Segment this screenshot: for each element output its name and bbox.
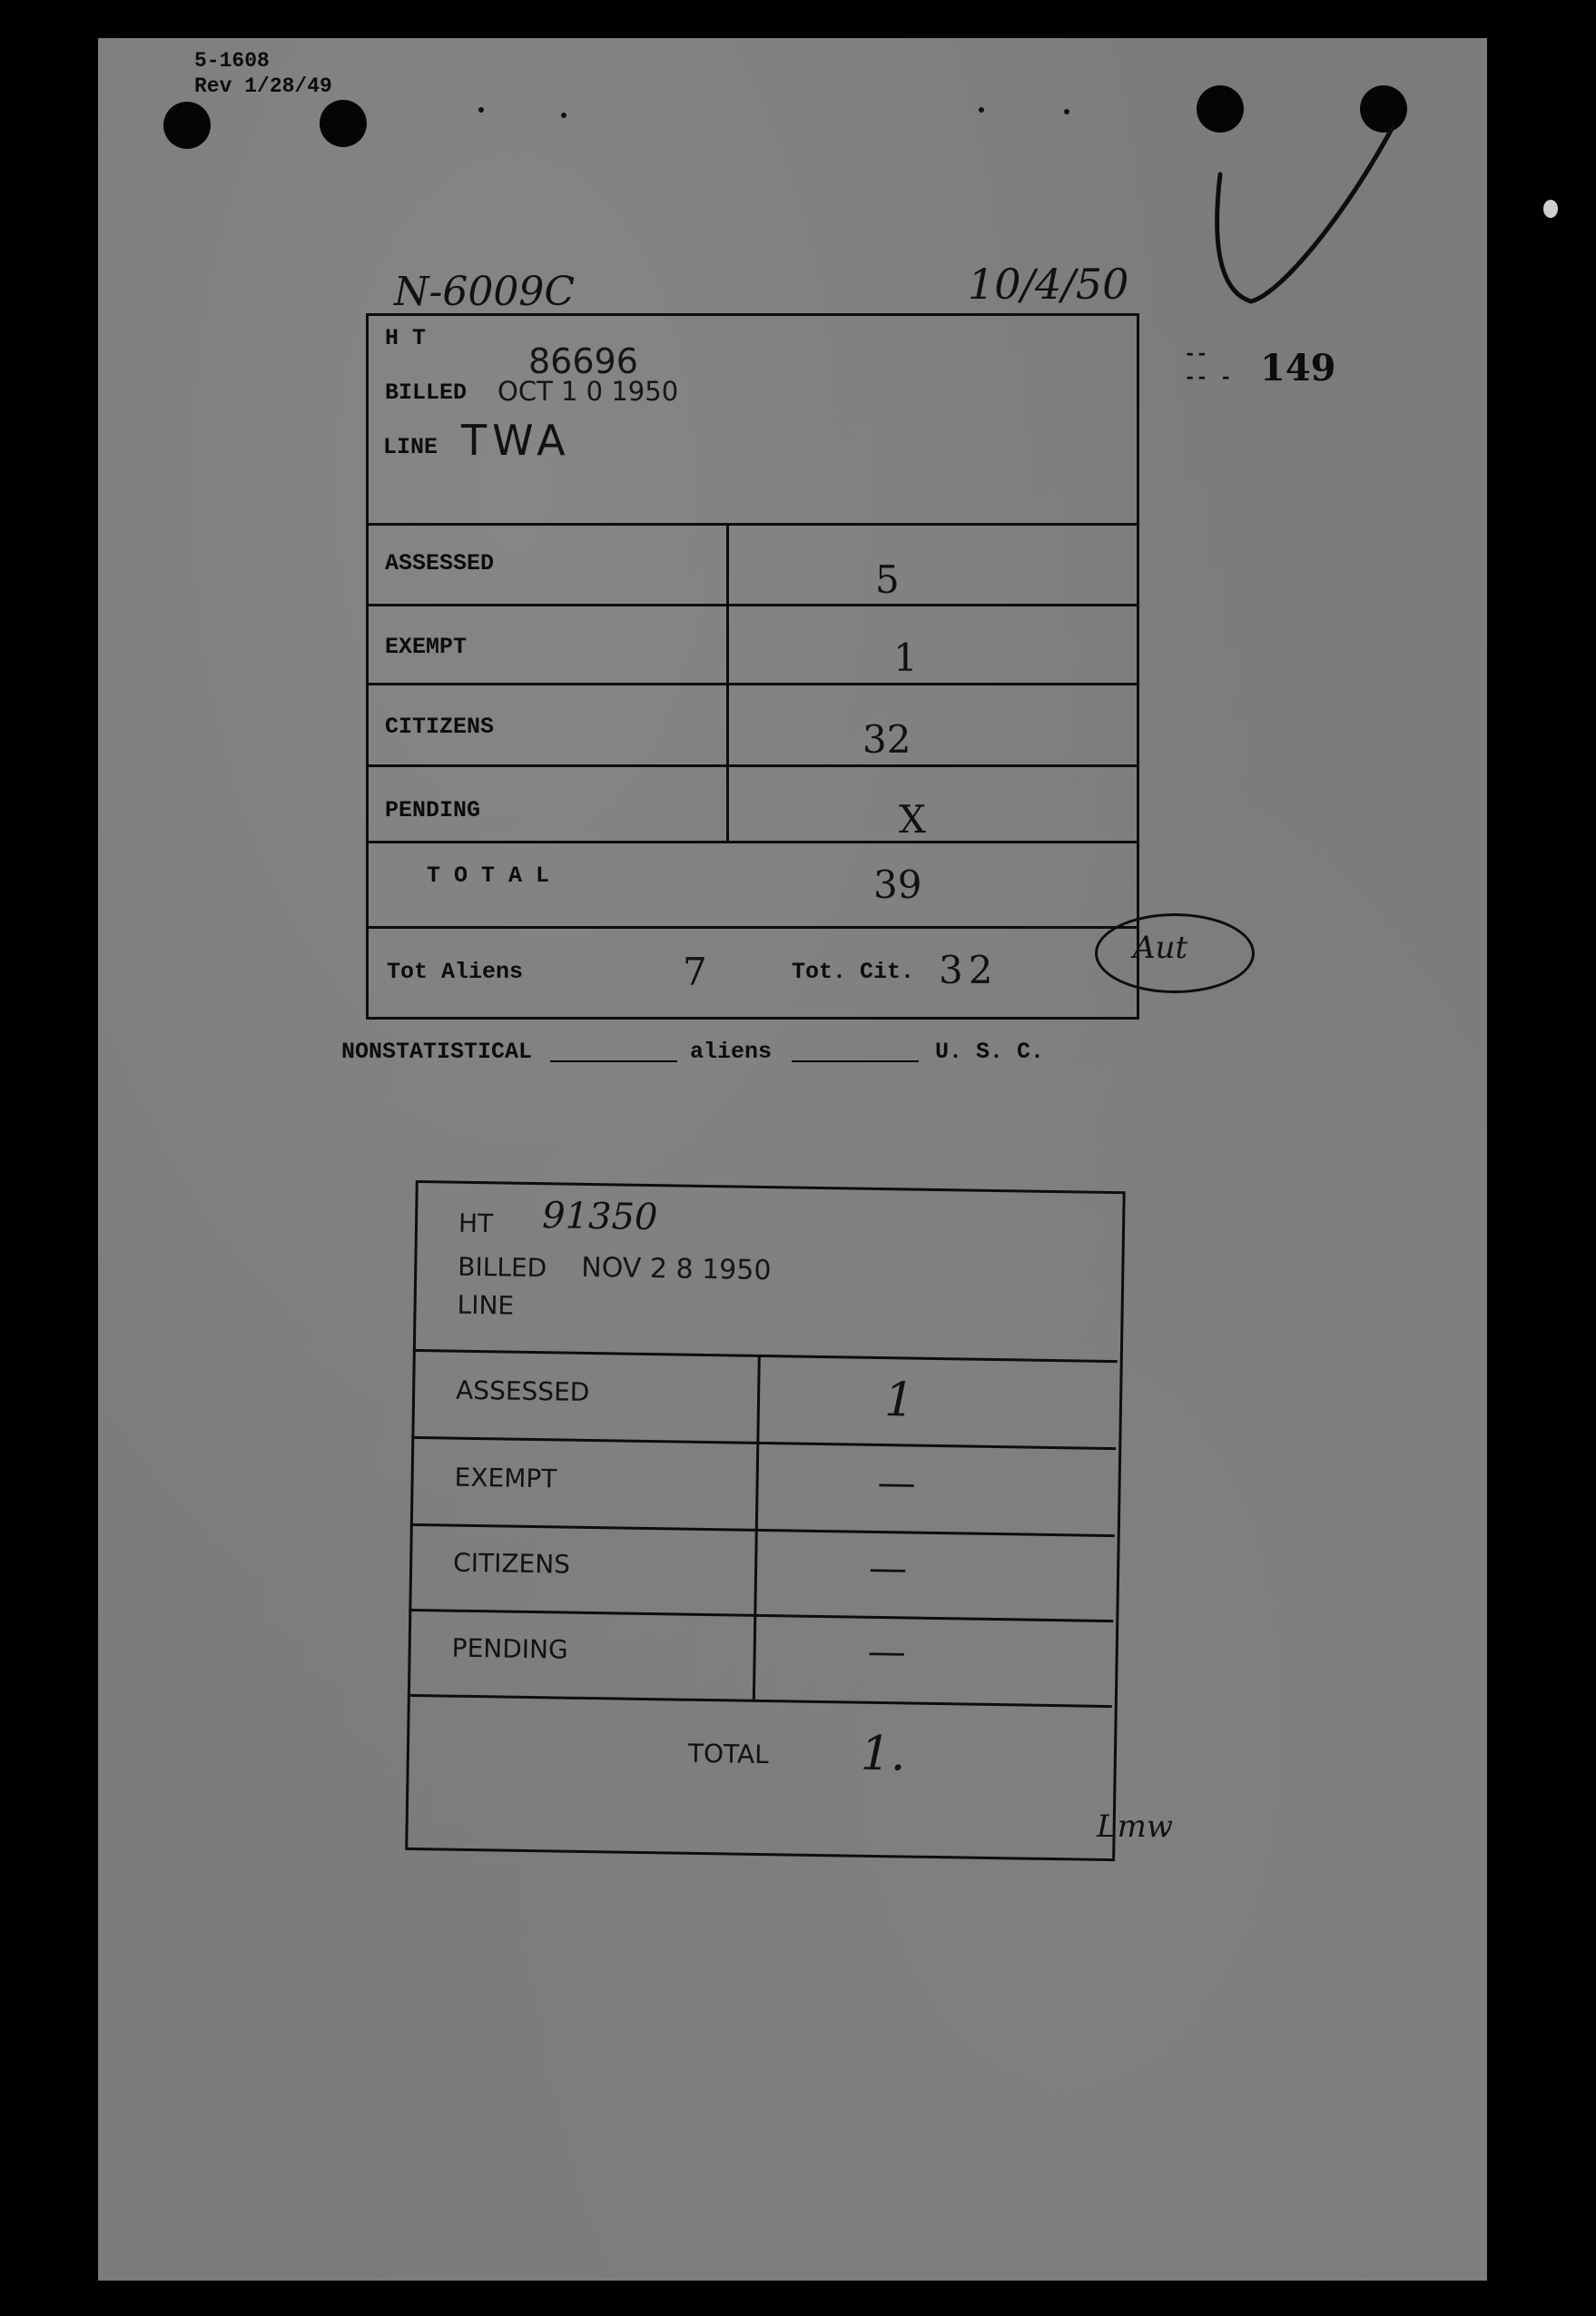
initials-form2: Lmw — [1097, 1808, 1173, 1845]
divider — [366, 523, 1137, 526]
punch-hole — [163, 102, 211, 149]
line-label-2: LINE — [457, 1289, 515, 1321]
usc-label: U. S. C. — [935, 1039, 1045, 1065]
speck — [478, 107, 484, 113]
row-label-assessed: ASSESSED — [385, 550, 495, 577]
row-label-citizens: CITIZENS — [385, 714, 495, 740]
speck — [979, 107, 984, 113]
speck — [1064, 109, 1069, 114]
row-label-assessed-2: ASSESSED — [455, 1375, 590, 1407]
divider — [366, 764, 1137, 767]
row-value-pending-2: — — [867, 1628, 907, 1674]
billed-date-2: NOV 2 8 1950 — [581, 1251, 772, 1287]
blank-line — [792, 1060, 919, 1062]
form-number: 5-1608 — [194, 49, 270, 73]
billed-label-2: BILLED — [458, 1251, 547, 1284]
billed-label: BILLED — [385, 379, 468, 406]
checkmark-icon — [1207, 100, 1416, 318]
row-value-assessed: 5 — [875, 557, 900, 602]
billed-date: OCT 1 0 1950 — [498, 376, 679, 407]
total-value: 39 — [873, 862, 922, 907]
line-value: TWA — [461, 416, 571, 465]
row-label-exempt: EXEMPT — [385, 634, 468, 660]
handwritten-date: 10/4/50 — [968, 260, 1129, 309]
ht-number: 86696 — [528, 341, 638, 381]
total-label: T O T A L — [427, 862, 550, 889]
page-number: 149 — [1260, 347, 1336, 389]
total-value-2: 1. — [860, 1726, 907, 1782]
ht-number-2: 91350 — [541, 1195, 658, 1239]
blank-line — [550, 1060, 677, 1062]
punch-hole — [320, 100, 367, 147]
aliens-label: aliens — [690, 1039, 773, 1065]
revision-date: Rev 1/28/49 — [194, 74, 332, 98]
row-label-pending-2: PENDING — [451, 1632, 568, 1665]
tot-cit-label: Tot. Cit. — [792, 959, 915, 985]
column-divider — [726, 523, 729, 843]
divider — [366, 841, 1137, 843]
row-label-citizens-2: CITIZENS — [452, 1547, 571, 1580]
speck — [1543, 200, 1558, 218]
speck — [561, 113, 566, 118]
row-label-pending: PENDING — [385, 797, 481, 823]
divider — [366, 604, 1137, 606]
initials-form1: Aut — [1133, 930, 1188, 966]
row-label-exempt-2: EXEMPT — [454, 1462, 557, 1494]
line-label: LINE — [383, 434, 438, 460]
divider — [366, 683, 1137, 685]
tot-cit-value: 32 — [939, 948, 999, 992]
form-box-2 — [405, 1180, 1119, 1856]
row-value-exempt: 1 — [893, 636, 918, 680]
tot-aliens-label: Tot Aliens — [387, 959, 524, 985]
row-value-exempt-2: — — [877, 1459, 917, 1505]
tot-aliens-value: 7 — [683, 950, 707, 994]
row-value-citizens: 32 — [862, 717, 911, 762]
flight-number: N-6009C — [394, 269, 576, 315]
total-label-2: TOTAL — [687, 1738, 769, 1770]
ht-label: H T — [385, 325, 427, 351]
nonstatistical-label: NONSTATISTICAL — [341, 1039, 533, 1065]
dash-marks: -- -- - — [1184, 343, 1232, 389]
row-value-assessed-2: 1 — [883, 1373, 915, 1428]
row-value-pending: X — [899, 797, 926, 842]
row-value-citizens-2: — — [868, 1544, 908, 1591]
ht-label-2: HT — [458, 1207, 494, 1239]
divider — [366, 926, 1137, 929]
